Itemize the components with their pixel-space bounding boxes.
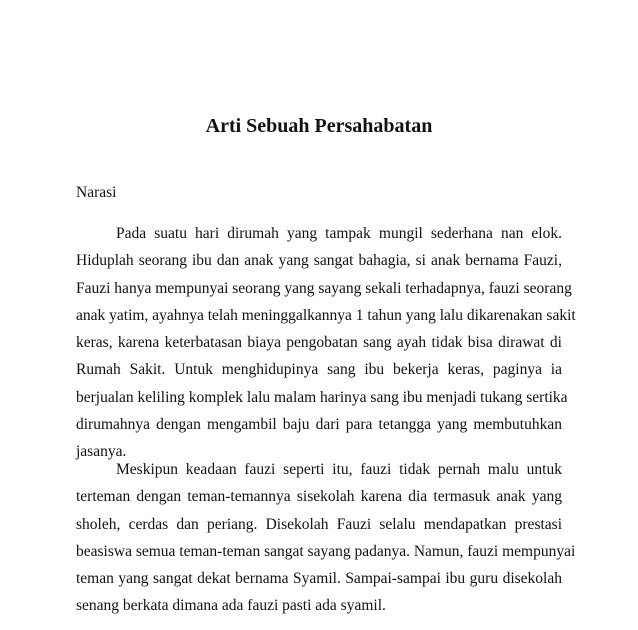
paragraph-line: Fauzi hanya mempunyai seorang yang sayang sekali terhadapnya, fauzi seorang	[76, 279, 572, 297]
paragraph-line: keras, karena keterbatasan biaya pengobatan sang ayah tidak bisa dirawat di	[76, 334, 562, 352]
paragraph-line: Rumah Sakit. Untuk menghidupinya sang ibu bekerja keras, paginya ia	[76, 361, 562, 379]
document-title: Arti Sebuah Persahabatan	[205, 115, 433, 137]
paragraph-line: sholeh, cerdas dan periang. Disekolah Fauzi selalu mendapatkan prestasi	[76, 515, 562, 533]
paragraph-line: berjualan keliling komplek lalu malam harinya sang ibu menjadi tukang sertika	[76, 388, 568, 406]
paragraph-line: anak yatim, ayahnya telah meninggalkannya 1 tahun yang lalu dikarenakan sakit	[76, 306, 576, 324]
paragraph-line: Meskipun keadaan fauzi seperti itu, fauzi tidak pernah malu untuk	[116, 461, 562, 478]
paragraph-line: teman yang sangat dekat bernama Syamil. Sampai-sampai ibu guru disekolah	[76, 570, 562, 588]
paragraph-line: Hiduplah seorang ibu dan anak yang sangat bahagia, si anak bernama Fauzi,	[76, 252, 562, 270]
section-label: Narasi	[76, 184, 117, 201]
paragraph-line: beasiswa semua teman-teman sangat sayang padanya. Namun, fauzi mempunyai	[76, 542, 576, 560]
paragraph-line: terteman dengan teman-temannya sisekolah karena dia termasuk anak yang	[76, 488, 562, 506]
paragraph-1	[76, 220, 576, 466]
paragraph-2	[76, 456, 576, 620]
paragraph-line: dirumahnya dengan mengambil baju dari para tetangga yang membutuhkan	[76, 416, 562, 434]
paragraph-line: jasanya.	[76, 443, 127, 461]
paragraph-line: Pada suatu hari dirumah yang tampak mungil sederhana nan elok.	[116, 225, 562, 242]
paragraph-line: senang berkata dimana ada fauzi pasti ada syamil.	[76, 597, 386, 615]
